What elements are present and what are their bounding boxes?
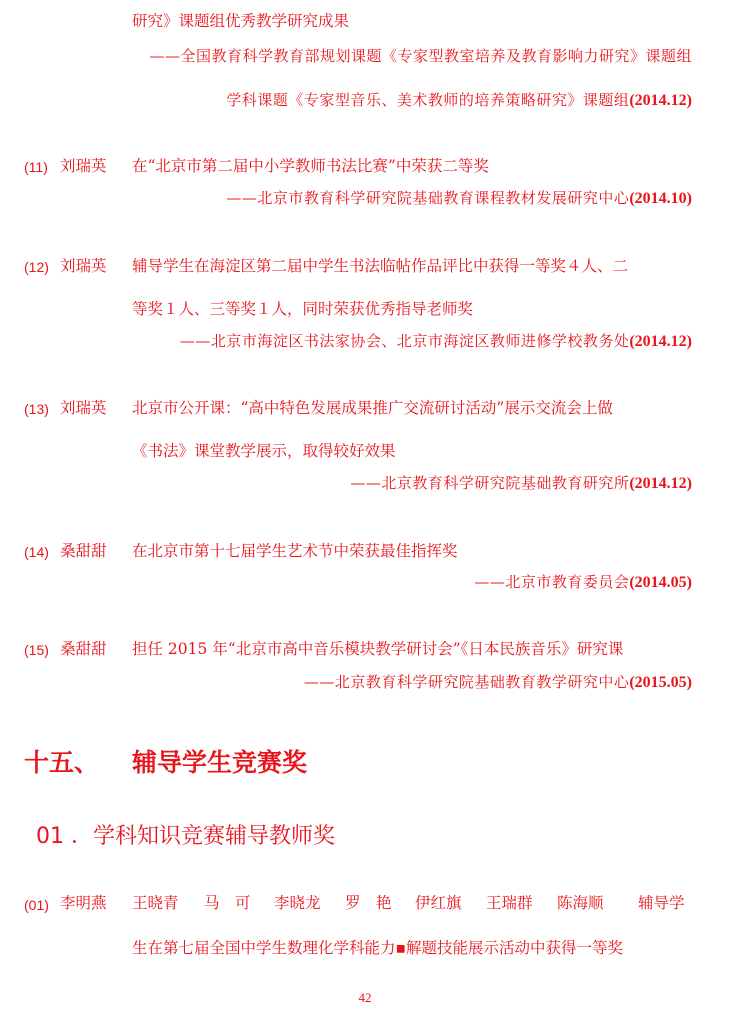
- source-text: ——北京市海淀区书法家协会、北京市海淀区教师进修学校教务处: [179, 332, 630, 350]
- entry-number: (15): [24, 642, 49, 658]
- source-text: ——北京教育科学研究院基础教育研究所: [350, 474, 630, 492]
- entry-number: (11): [24, 159, 48, 175]
- source-date: (2014.10): [629, 190, 692, 207]
- entry-text: 辅导学生在海淀区第二届中学生书法临帖作品评比中获得一等奖４人、二: [132, 257, 629, 275]
- teacher-name: 王瑞群: [486, 894, 533, 912]
- section-title: 辅导学生竞赛奖: [132, 748, 308, 777]
- source-line: [350, 473, 692, 494]
- entry-text: 等奖１人、三等奖１人，同时荣获优秀指导老师奖: [132, 300, 474, 318]
- entry-text: 担任 2015 年“北京市高中音乐模块教学研讨会”《日本民族音乐》研究课: [132, 640, 624, 658]
- entry-text: 在“北京市第二届中小学教师书法比赛”中荣获二等奖: [132, 157, 489, 175]
- continued-text-line: 研究》课题组优秀教学研究成果: [132, 12, 350, 30]
- page-number: 42: [358, 990, 372, 1005]
- entry-text: 《书法》课堂教学展示，取得较好效果: [132, 442, 396, 460]
- source-line: ——全国教育科学教育部规划课题《专家型教室培养及教育影响力研究》课题组: [149, 47, 692, 65]
- source-line: [226, 90, 692, 111]
- section-number: 十五、: [24, 748, 100, 777]
- teacher-name: 伊红旗: [415, 894, 462, 912]
- source-date: (2015.05): [629, 674, 692, 691]
- entry-text: 在北京市第十七届学生艺术节中荣获最佳指挥奖: [132, 542, 458, 560]
- source-text: ——北京市教育委员会: [474, 573, 630, 591]
- entry-text: 北京市公开课：“高中特色发展成果推广交流研讨活动”展示交流会上做: [132, 399, 613, 417]
- teacher-name: 马 可: [204, 894, 251, 912]
- teacher-name: 李明燕: [60, 894, 107, 912]
- source-date: (2014.12): [629, 475, 692, 492]
- source-line: [226, 188, 692, 209]
- entry-person: 桑甜甜: [60, 542, 107, 560]
- entry-person: 刘瑞英: [60, 399, 107, 417]
- entry-number: (14): [24, 544, 49, 560]
- source-text: ——北京教育科学研究院基础教育教学研究中心: [303, 673, 630, 691]
- entry-person: 桑甜甜: [60, 640, 107, 658]
- source-text: ——北京市教育科学研究院基础教育课程教材发展研究中心: [226, 189, 630, 207]
- section-heading: [24, 746, 308, 780]
- source-line: [474, 572, 692, 593]
- teacher-name: 李晓龙: [274, 894, 321, 912]
- source-date: (2014.12): [629, 333, 692, 350]
- teacher-name: 罗 艳: [345, 894, 392, 912]
- source-line: [304, 672, 692, 693]
- source-date: (2014.12): [629, 92, 692, 109]
- entry-person: 刘瑞英: [60, 157, 107, 175]
- entry-number: (12): [24, 259, 49, 275]
- source-date: (2014.05): [629, 574, 692, 591]
- entry-text: 生在第七届全国中学生数理化学科能力▪解题技能展示活动中获得一等奖: [132, 939, 624, 957]
- entry-number: (13): [24, 401, 49, 417]
- teacher-name: 陈海顺: [557, 894, 604, 912]
- subsection-heading: 01 ．学科知识竞赛辅导教师奖: [36, 824, 335, 849]
- source-line: [180, 331, 692, 352]
- teacher-name: 王晓青: [132, 894, 179, 912]
- entry-number: (01): [24, 897, 49, 913]
- source-text: 学科课题《专家型音乐、美术教师的培养策略研究》课题组: [226, 91, 630, 109]
- entry-person: 刘瑞英: [60, 257, 107, 275]
- teacher-name-tail: 辅导学: [638, 894, 685, 912]
